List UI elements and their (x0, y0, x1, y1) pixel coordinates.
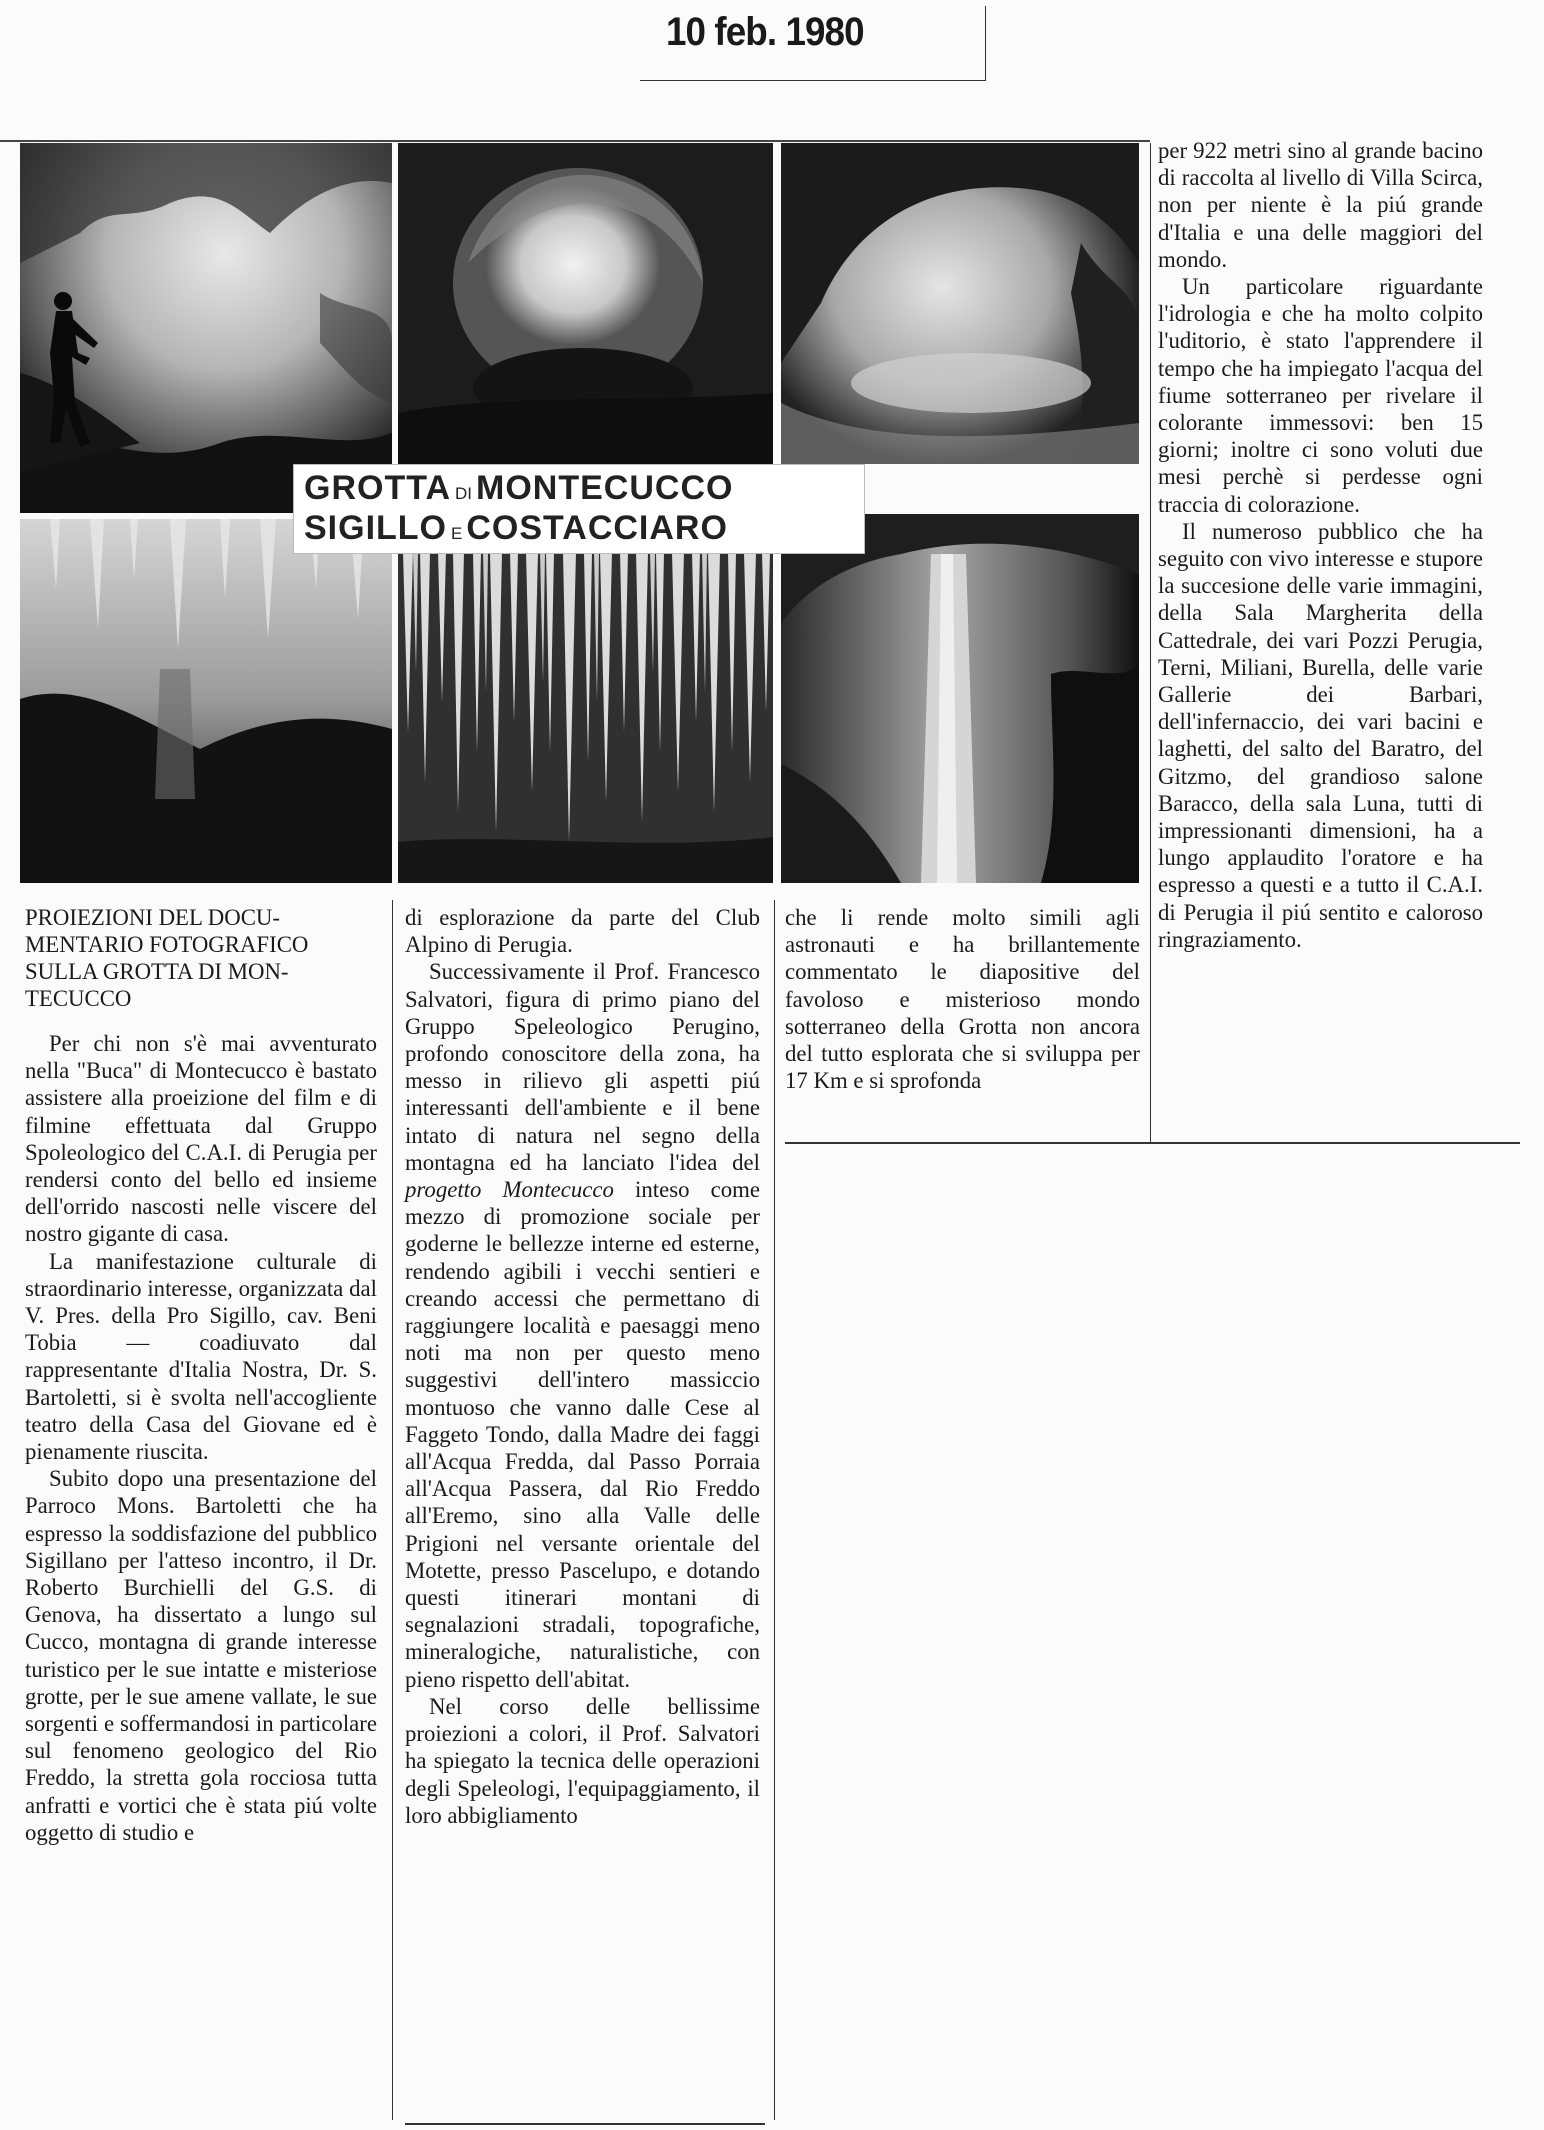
headline-line-2: MENTARIO FOTOGRAFICO (25, 932, 309, 957)
col2-paragraph-2-part-b: inteso come mezzo di promozione sociale per goderne le bellezze interne ed esterne, rendendo agibili i vecchi sentieri e creando accessi che permettano di raggiungere località e paesaggi meno noti ma non per questo meno suggestivi dell'intero massiccio montuoso che vanno dalle Cese al Faggeto Tondo, dalla Madre dei faggi all'Acqua Fredda, dal Passo Porraia all'Acqua Passera, dal Rio Freddo all'Eremo, sino alla Valle delle Prigioni nel versante orientale del Motette, presso Pascelupo, e dotando questi itinerari montani di segnalazioni stradali, topografiche, mineralogiche, naturalistiche, con pieno rispetto dell'abitat. (405, 1177, 760, 1692)
title-word-grotta: GROTTA (304, 469, 452, 507)
photo-dense-stalactites-image (398, 552, 773, 883)
photo-cave-explorer-image (20, 143, 392, 513)
photo-round-chamber-image (398, 143, 773, 464)
photo-cave-pool (781, 143, 1139, 464)
clipping-date: 10 feb. 1980 (666, 10, 864, 54)
col1-paragraph-1: Per chi non s'è mai avventurato nella "Buca" di Montecucco è bastato assistere alla proeizione del film e di filmine effettuata dal Gruppo Spoleologico del C.A.I. di Perugia per rendersi conto del bello ed insieme dell'orrido nascosti nelle viscere del nostro gigante di casa. (25, 1031, 377, 1247)
col1-paragraph-3: Subito dopo una presentazione del Parroco Mons. Bartoletti che ha espresso la soddisfazione del pubblico Sigillano per l'atteso incontro, il Dr. Roberto Burchielli del G.S. di Genova, ha dissertato a lungo sul Cucco, montagna di grande interesse turistico per le sue intatte e misteriose grotte, per le sue amene vallate, le sue sorgenti e soffermandosi in particolare sul fenomeno geologico del Rio Freddo, la stretta gola rocciosa tutta anfratti e vortici che è stata piú volte oggetto di studio e (25, 1466, 377, 1845)
col1-paragraph-2: La manifestazione culturale di straordinario interesse, organizzata dal V. Pres. della Pro Sigillo, cav. Beni Tobia — coadiuvato dal rappresentante d'Italia Nostra, Dr. S. Bartoletti, si è svolta nell'accogliente teatro della Casa del Giovane ed è pienamente riuscita. (25, 1248, 377, 1465)
clipping-edge-top (0, 140, 1150, 142)
column-2-bottom-rule (405, 2123, 765, 2125)
title-word-costacciaro: COSTACCIARO (466, 509, 728, 547)
title-line-2 (304, 509, 728, 548)
headline-line-4: TECUCCO (25, 986, 132, 1011)
title-word-e: E (451, 524, 463, 543)
col4-paragraph-3: Il numeroso pubblico che ha seguito con vivo interesse e stupore la succesione delle varie immagini, della Sala Margherita della Cattedrale, dei vari Pozzi Perugia, Terni, Miliani, Burella, delle varie Gallerie dei Barbari, dell'infernaccio, dei vari bacini e laghetti, del salto del Baratro, del Gitzmo, del grandioso salone Baracco, della sala Luna, tutti di impressionanti dimensioni, ha a lungo applaudito l'oratore e ha espresso a questi e a tutto il C.A.I. di Perugia il piú sentito e caloroso ringraziamento. (1158, 518, 1483, 952)
photo-cave-explorer (20, 143, 392, 513)
title-word-sigillo: SIGILLO (304, 509, 447, 547)
article-column-1 (25, 904, 377, 1846)
article-column-2 (405, 904, 760, 1829)
col2-paragraph-2 (405, 958, 760, 1692)
column-rule-1 (392, 900, 393, 2120)
title-word-montecucco: MONTECUCCO (476, 469, 734, 507)
title-line-1 (304, 469, 733, 508)
column-rule-2 (774, 900, 775, 2120)
article-end-rule (785, 1142, 1520, 1144)
article-headline (25, 904, 377, 1012)
col4-paragraph-1: per 922 metri sino al grande bacino di raccolta al livello di Villa Scirca, non per niente è la piú grande d'Italia e una delle maggiori del mondo. (1158, 138, 1483, 272)
column-rule-3 (1150, 143, 1151, 1143)
article-column-4 (1158, 137, 1483, 953)
article-column-3 (785, 904, 1140, 1094)
photo-stalactite-chamber-image (20, 519, 392, 883)
col2-paragraph-3: Nel corso delle bellissime proiezioni a colori, il Prof. Salvatori ha spiegato la tecnica delle operazioni degli Speleologi, l'equipaggiamento, il loro abbigliamento (405, 1693, 760, 1828)
col3-paragraph-1: che li rende molto simili agli astronauti e ha brillantemente commentato le diapositive del favoloso e misterioso mondo sotterraneo della Grotta non ancora del tutto esplorata che si sviluppa per 17 Km e si sprofonda (785, 905, 1140, 1094)
title-word-di: DI (455, 484, 473, 503)
headline-line-3: SULLA GROTTA DI MON- (25, 959, 289, 984)
photo-round-chamber (398, 143, 773, 464)
date-stamp (640, 6, 986, 81)
photo-cave-pool-image (781, 143, 1139, 464)
col2-paragraph-1: di esplorazione da parte del Club Alpino di Perugia. (405, 905, 760, 958)
photo-stalactite-chamber (20, 519, 392, 883)
col2-paragraph-2-italic: progetto Montecucco (405, 1177, 614, 1203)
photo-cave-column (781, 514, 1139, 883)
photo-dense-stalactites (398, 552, 773, 883)
headline-line-1: PROIEZIONI DEL DOCU- (25, 905, 280, 930)
photo-cave-column-image (781, 514, 1139, 883)
col2-paragraph-2-part-a: Successivamente il Prof. Francesco Salvatori, figura di primo piano del Gruppo Speleologico Perugino, profondo conoscitore della zona, ha messo in rilievo gli aspetti piú interessanti dell'ambiente e il bene intato di natura nel segno della montagna ed ha lanciato l'idea del (405, 959, 760, 1175)
article-title-box (293, 464, 865, 554)
col4-paragraph-2: Un particolare riguardante l'idrologia e che ha molto colpito l'uditorio, è stato l'apprendere il tempo che ha impiegato l'acqua del fiume sotterraneo per rivelare il colorante immessovi: ben 15 giorni; inoltre ci sono voluti due mesi perchè si perdesse ogni traccia di colorazione. (1158, 274, 1483, 517)
